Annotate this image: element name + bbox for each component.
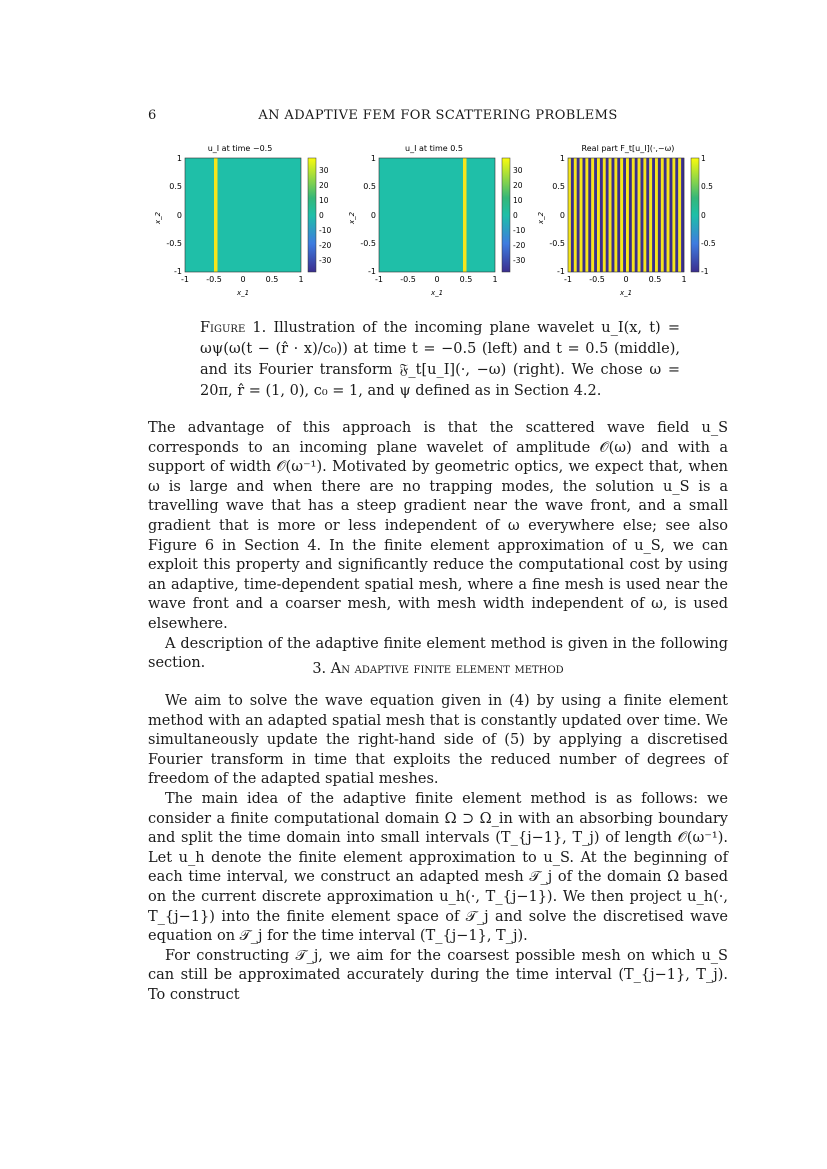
stripe: [606, 158, 609, 272]
svg-text:1: 1: [681, 275, 687, 284]
svg-text:0: 0: [623, 275, 629, 284]
y-tick-labels: [549, 154, 565, 276]
svg-text:0: 0: [319, 211, 324, 220]
svg-text:1: 1: [370, 154, 376, 163]
paragraph: For constructing 𝒯_j, we aim for the coarsest possible mesh on which u_S can still be approximated accurately during the time interval (T_{j−1}, T_j). To construct: [148, 947, 728, 1003]
figure-caption: [200, 318, 680, 402]
panel-title: u_I at time 0.5: [405, 144, 463, 153]
stripe: [670, 158, 673, 272]
caption-text: Illustration of the incoming plane wavelet u_I(x, t) = ωψ(ω(t − (r̂ · x)/c₀)) at time t = −0.5 (left) and t = 0.5 (middle), and its Fourier transform 𝔉_t[u_I](·, −ω) (right). We chose ω = 20π, r̂ = (1, 0), c₀ = 1, and ψ defined as in Section 4.2.: [200, 320, 680, 399]
stripe: [641, 158, 644, 272]
svg-text:-30: -30: [513, 256, 526, 265]
running-title: AN ADAPTIVE FEM FOR SCATTERING PROBLEMS: [258, 108, 618, 123]
svg-text:0.5: 0.5: [648, 275, 662, 284]
svg-text:-1: -1: [181, 275, 189, 284]
stripe: [635, 158, 638, 272]
x-tick-labels: [375, 275, 498, 284]
colorbar: [691, 158, 699, 272]
y-axis-label: x_2: [537, 211, 545, 225]
svg-text:0.5: 0.5: [169, 182, 182, 191]
svg-text:0.5: 0.5: [552, 182, 565, 191]
stripe: [675, 158, 678, 272]
stripe: [678, 158, 681, 272]
svg-text:0: 0: [370, 211, 376, 220]
colorbar: [308, 158, 316, 272]
svg-text:20: 20: [319, 181, 329, 190]
stripe: [591, 158, 594, 272]
svg-text:-0.5: -0.5: [400, 275, 416, 284]
svg-text:1: 1: [701, 154, 706, 163]
stripe: [612, 158, 615, 272]
panel-title: Real part F_t[u_I](·,−ω): [581, 144, 675, 153]
paragraph: We aim to solve the wave equation given in (4) by using a finite element method with an adapted spatial mesh that is constantly updated over time. We simultaneously update the right-hand side of (5) by applying a discretised Fourier transform in time that exploits the reduced number of degrees of freedom of the adapted spatial meshes.: [148, 693, 728, 788]
stripe: [603, 158, 606, 272]
stripe: [609, 158, 612, 272]
svg-text:0.5: 0.5: [363, 182, 376, 191]
svg-text:1: 1: [298, 275, 304, 284]
svg-text:20: 20: [513, 181, 523, 190]
paragraph: The advantage of this approach is that the scattered wave field u_S corresponds to an incoming plane wavelet of amplitude 𝒪(ω) and with a support of width 𝒪(ω⁻¹). Motivated by geometric optics, we expect that, when ω is large and when there are no trapping modes, the solution u_S is a travelling wave that has a steep gradient near the wave front, and a small gradient that is more or less independent of ω everywhere else; see also Figure 6 in Section 4. In the finite element approximation of u_S, we can exploit this property and significantly reduce the computational cost by using an adaptive, time-dependent spatial mesh, where a fine mesh is used near the wave front and a coarser mesh, with mesh width independent of ω, is used elsewhere.: [148, 420, 728, 632]
svg-text:10: 10: [319, 196, 329, 205]
svg-text:1: 1: [559, 154, 565, 163]
svg-text:-20: -20: [513, 241, 526, 250]
stripe: [585, 158, 588, 272]
stripe: [580, 158, 583, 272]
svg-text:0: 0: [513, 211, 518, 220]
stripe: [614, 158, 617, 272]
stripe: [568, 158, 571, 272]
x-axis-label: x_1: [236, 289, 250, 297]
x-axis-label: x_1: [430, 289, 444, 297]
svg-text:-0.5: -0.5: [360, 239, 376, 248]
svg-text:-10: -10: [319, 226, 332, 235]
panel-title: u_I at time −0.5: [207, 144, 273, 153]
svg-text:-0.5: -0.5: [549, 239, 565, 248]
svg-text:0: 0: [701, 211, 706, 220]
svg-text:-1: -1: [375, 275, 383, 284]
stripe: [667, 158, 670, 272]
colorbar-ticks: [319, 166, 331, 265]
svg-text:30: 30: [513, 166, 523, 175]
page-number: 6: [148, 108, 157, 123]
body-text-1: [148, 419, 728, 674]
wave-front: [463, 158, 467, 272]
stripe: [646, 158, 649, 272]
stripe: [577, 158, 580, 272]
svg-text:0: 0: [240, 275, 246, 284]
stripe: [620, 158, 623, 272]
wave-front: [214, 158, 218, 272]
stripe: [649, 158, 652, 272]
stripe: [617, 158, 620, 272]
figure-panel-right: [536, 140, 726, 302]
stripe: [658, 158, 661, 272]
svg-text:-1: -1: [557, 267, 565, 276]
svg-text:-1: -1: [564, 275, 572, 284]
x-tick-labels: [181, 275, 304, 284]
svg-text:-0.5: -0.5: [701, 239, 716, 248]
x-axis-label: x_1: [619, 289, 633, 297]
y-tick-labels: [166, 154, 182, 276]
svg-text:-20: -20: [319, 241, 332, 250]
colorbar-ticks: [701, 154, 716, 276]
svg-text:-1: -1: [174, 267, 182, 276]
stripe: [672, 158, 675, 272]
svg-text:1: 1: [176, 154, 182, 163]
section-heading: 3. An adaptive finite element method: [312, 661, 564, 677]
paragraph: The main idea of the adaptive finite element method is as follows: we consider a finite computational domain Ω ⊃ Ω_in with an absorbing boundary and split the time domain into small intervals (T_{j−1}, T_j) of length 𝒪(ω⁻¹). Let u_h denote the finite element approximation to u_S. At the beginning of each time interval, we construct an adapted mesh 𝒯_j of the domain Ω based on the current discrete approximation u_h(·, T_{j−1}). We then project u_h(·, T_{j−1}) into the finite element space of 𝒯_j and solve the discretised wave equation on 𝒯_j for the time interval (T_{j−1}, T_j).: [148, 790, 728, 945]
stripe: [600, 158, 603, 272]
colorbar-ticks: [513, 166, 525, 265]
stripe: [661, 158, 664, 272]
stripe: [643, 158, 646, 272]
y-axis-label: x_2: [348, 211, 356, 225]
stripe: [629, 158, 632, 272]
svg-text:-30: -30: [319, 256, 332, 265]
svg-text:0: 0: [176, 211, 182, 220]
svg-text:0.5: 0.5: [701, 182, 713, 191]
svg-text:0.5: 0.5: [459, 275, 473, 284]
svg-text:-0.5: -0.5: [206, 275, 222, 284]
svg-text:30: 30: [319, 166, 329, 175]
stripe: [594, 158, 597, 272]
caption-label: Figure 1.: [200, 320, 267, 336]
paragraph: A description of the adaptive finite element method is given in the following section.: [148, 635, 728, 672]
svg-text:0.5: 0.5: [265, 275, 279, 284]
svg-text:-1: -1: [368, 267, 376, 276]
y-tick-labels: [360, 154, 376, 276]
stripe: [574, 158, 577, 272]
stripe: [626, 158, 629, 272]
x-tick-labels: [564, 275, 687, 284]
svg-text:10: 10: [513, 196, 523, 205]
svg-text:0: 0: [434, 275, 440, 284]
figure-panel-left: [148, 140, 348, 302]
stripe: [655, 158, 658, 272]
stripe: [632, 158, 635, 272]
stripe: [597, 158, 600, 272]
stripe: [583, 158, 586, 272]
stripe: [588, 158, 591, 272]
stripe: [664, 158, 667, 272]
oscillating-field: [568, 158, 684, 272]
field-plot: [185, 158, 301, 272]
colorbar: [502, 158, 510, 272]
svg-text:1: 1: [492, 275, 498, 284]
svg-text:0: 0: [559, 211, 565, 220]
figure-panel-middle: [342, 140, 542, 302]
stripe: [638, 158, 641, 272]
stripe: [623, 158, 626, 272]
stripe: [652, 158, 655, 272]
svg-text:-0.5: -0.5: [166, 239, 182, 248]
svg-text:-0.5: -0.5: [589, 275, 605, 284]
svg-text:-10: -10: [513, 226, 526, 235]
svg-text:-1: -1: [701, 267, 709, 276]
body-text-2: [148, 692, 728, 1006]
stripe: [571, 158, 574, 272]
field-plot: [379, 158, 495, 272]
y-axis-label: x_2: [154, 211, 162, 225]
